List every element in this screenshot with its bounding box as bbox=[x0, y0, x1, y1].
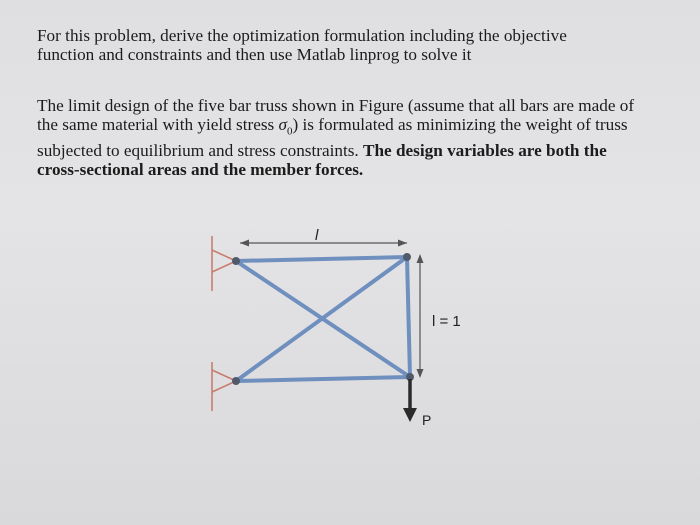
sigma-subscript: 0 bbox=[287, 125, 293, 138]
problem-line-2-start: the same material with yield stress bbox=[37, 115, 279, 134]
bar-diagonal-up bbox=[236, 257, 407, 381]
instructions-line-1: For this problem, derive the optimization formulation including the objective bbox=[37, 26, 567, 45]
bottom-support bbox=[212, 362, 236, 411]
bar-bottom bbox=[236, 377, 410, 381]
problem-line-3-bold: The design variables are both the bbox=[363, 141, 607, 161]
bar-top bbox=[236, 257, 407, 261]
height-arrow-top bbox=[417, 254, 424, 263]
height-arrow-bottom bbox=[417, 369, 424, 378]
instructions-line-2: function and constraints and then use Matlab linprog to solve it bbox=[37, 45, 472, 64]
top-support bbox=[212, 236, 236, 291]
load-label: P bbox=[422, 412, 432, 428]
bar-vertical bbox=[407, 257, 410, 377]
truss-bars bbox=[236, 257, 410, 381]
length-arrow-left bbox=[240, 240, 249, 247]
length-arrow-right bbox=[398, 240, 407, 247]
joint-bottom-left bbox=[232, 377, 240, 385]
problem-line-2-end: ) is formulated as minimizing the weight of truss bbox=[292, 115, 628, 134]
problem-line-4: cross-sectional areas and the member forces. bbox=[37, 160, 364, 180]
height-dimension bbox=[417, 254, 461, 378]
load-arrow-head bbox=[403, 408, 417, 422]
load-arrow bbox=[403, 379, 431, 428]
height-label: l = 1 bbox=[432, 313, 461, 330]
length-label: l bbox=[315, 227, 319, 244]
joint-top-left bbox=[232, 257, 240, 265]
problem-line-3-normal: subjected to equilibrium and stress constraints. bbox=[37, 141, 364, 161]
sigma-symbol: σ bbox=[278, 115, 287, 134]
problem-line-1: The limit design of the five bar truss shown in Figure (assume that all bars are made of bbox=[37, 96, 635, 115]
length-dimension bbox=[240, 227, 407, 247]
joint-top-right bbox=[403, 253, 411, 261]
